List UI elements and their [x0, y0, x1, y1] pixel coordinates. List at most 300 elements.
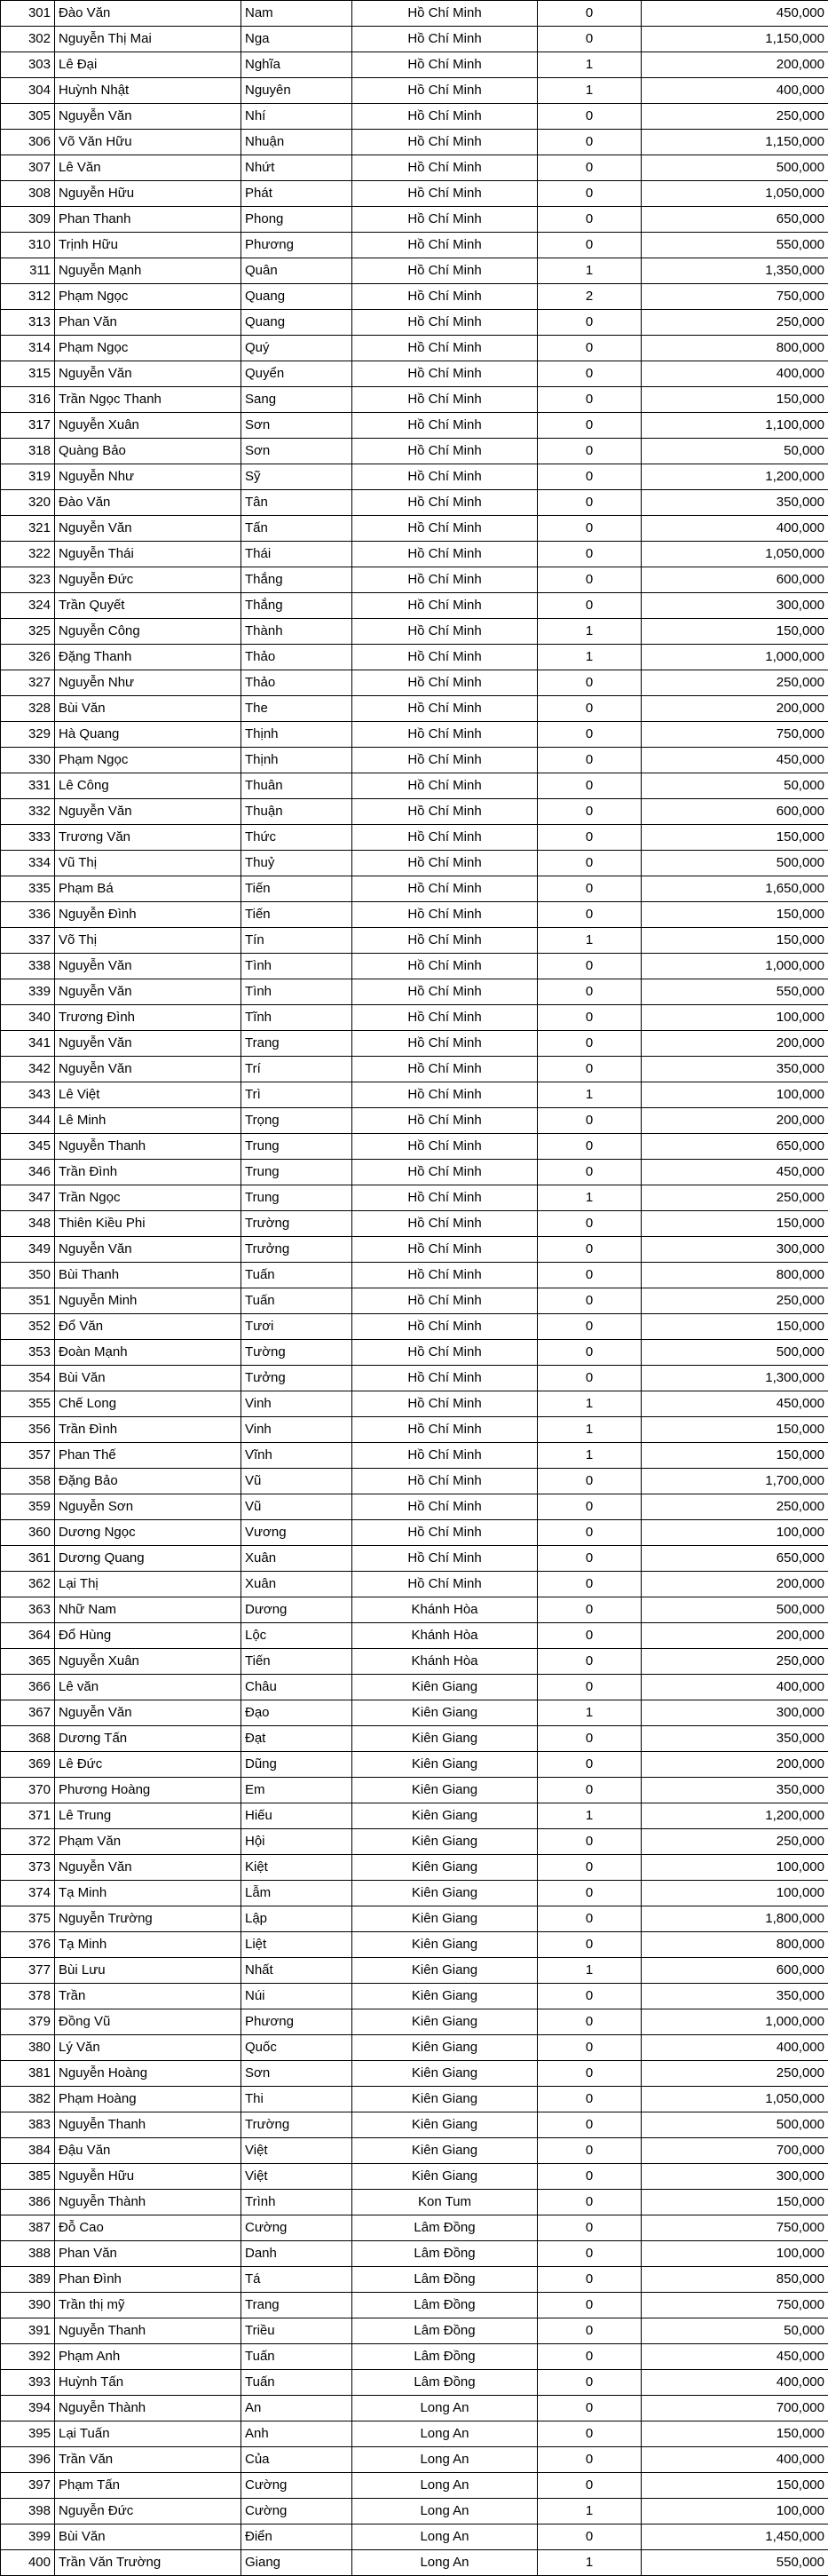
- province-cell[interactable]: Hồ Chí Minh: [352, 1469, 538, 1494]
- first-name-cell[interactable]: Thắng: [241, 593, 352, 619]
- count-cell[interactable]: 0: [538, 1546, 642, 1572]
- row-number-cell[interactable]: 340: [1, 1005, 55, 1031]
- province-cell[interactable]: Long An: [352, 2473, 538, 2499]
- last-name-cell[interactable]: Nguyễn Văn: [55, 979, 241, 1005]
- amount-cell[interactable]: 350,000: [642, 1778, 828, 1803]
- amount-cell[interactable]: 1,200,000: [642, 464, 828, 490]
- row-number-cell[interactable]: 319: [1, 464, 55, 490]
- province-cell[interactable]: Hồ Chí Minh: [352, 1546, 538, 1572]
- row-number-cell[interactable]: 341: [1, 1031, 55, 1057]
- row-number-cell[interactable]: 334: [1, 851, 55, 876]
- first-name-cell[interactable]: Tĩnh: [241, 1005, 352, 1031]
- province-cell[interactable]: Hồ Chí Minh: [352, 1160, 538, 1185]
- first-name-cell[interactable]: Dương: [241, 1597, 352, 1623]
- count-cell[interactable]: 0: [538, 876, 642, 902]
- last-name-cell[interactable]: Đỗ Cao: [55, 2215, 241, 2241]
- province-cell[interactable]: Hồ Chí Minh: [352, 233, 538, 258]
- last-name-cell[interactable]: Nguyễn Văn: [55, 954, 241, 979]
- count-cell[interactable]: 0: [538, 387, 642, 413]
- last-name-cell[interactable]: Nguyễn Thái: [55, 542, 241, 567]
- row-number-cell[interactable]: 375: [1, 1906, 55, 1932]
- province-cell[interactable]: Hồ Chí Minh: [352, 1572, 538, 1597]
- amount-cell[interactable]: 150,000: [642, 619, 828, 645]
- last-name-cell[interactable]: Hà Quang: [55, 722, 241, 748]
- count-cell[interactable]: 0: [538, 181, 642, 207]
- first-name-cell[interactable]: Giang: [241, 2550, 352, 2576]
- amount-cell[interactable]: 650,000: [642, 1546, 828, 1572]
- province-cell[interactable]: Hồ Chí Minh: [352, 1263, 538, 1288]
- amount-cell[interactable]: 500,000: [642, 1597, 828, 1623]
- row-number-cell[interactable]: 368: [1, 1726, 55, 1752]
- last-name-cell[interactable]: Nguyễn Như: [55, 464, 241, 490]
- row-number-cell[interactable]: 308: [1, 181, 55, 207]
- last-name-cell[interactable]: Nguyễn Thành: [55, 2396, 241, 2421]
- province-cell[interactable]: Lâm Đồng: [352, 2370, 538, 2396]
- row-number-cell[interactable]: 337: [1, 928, 55, 954]
- first-name-cell[interactable]: Phương: [241, 2009, 352, 2035]
- amount-cell[interactable]: 850,000: [642, 2267, 828, 2293]
- amount-cell[interactable]: 50,000: [642, 773, 828, 799]
- province-cell[interactable]: Hồ Chí Minh: [352, 748, 538, 773]
- last-name-cell[interactable]: Phạm Ngọc: [55, 336, 241, 361]
- first-name-cell[interactable]: Lộc: [241, 1623, 352, 1649]
- province-cell[interactable]: Hồ Chí Minh: [352, 1082, 538, 1108]
- province-cell[interactable]: Hồ Chí Minh: [352, 954, 538, 979]
- last-name-cell[interactable]: Đoàn Mạnh: [55, 1340, 241, 1366]
- last-name-cell[interactable]: Huỳnh Nhật: [55, 78, 241, 104]
- last-name-cell[interactable]: Nguyễn Đức: [55, 2499, 241, 2524]
- count-cell[interactable]: 0: [538, 1211, 642, 1237]
- last-name-cell[interactable]: Nguyễn Đình: [55, 902, 241, 928]
- first-name-cell[interactable]: Việt: [241, 2164, 352, 2190]
- amount-cell[interactable]: 1,050,000: [642, 2087, 828, 2112]
- amount-cell[interactable]: 800,000: [642, 1932, 828, 1958]
- row-number-cell[interactable]: 362: [1, 1572, 55, 1597]
- first-name-cell[interactable]: Tình: [241, 954, 352, 979]
- first-name-cell[interactable]: Sang: [241, 387, 352, 413]
- last-name-cell[interactable]: Lê Công: [55, 773, 241, 799]
- amount-cell[interactable]: 400,000: [642, 2035, 828, 2061]
- province-cell[interactable]: Lâm Đồng: [352, 2267, 538, 2293]
- amount-cell[interactable]: 1,800,000: [642, 1906, 828, 1932]
- row-number-cell[interactable]: 302: [1, 27, 55, 52]
- amount-cell[interactable]: 250,000: [642, 1288, 828, 1314]
- row-number-cell[interactable]: 380: [1, 2035, 55, 2061]
- count-cell[interactable]: 0: [538, 1520, 642, 1546]
- row-number-cell[interactable]: 397: [1, 2473, 55, 2499]
- count-cell[interactable]: 0: [538, 1366, 642, 1391]
- count-cell[interactable]: 1: [538, 645, 642, 670]
- last-name-cell[interactable]: Nguyễn Văn: [55, 1855, 241, 1881]
- count-cell[interactable]: 0: [538, 1031, 642, 1057]
- last-name-cell[interactable]: Nguyễn Đức: [55, 567, 241, 593]
- first-name-cell[interactable]: Thảo: [241, 670, 352, 696]
- count-cell[interactable]: 0: [538, 1906, 642, 1932]
- row-number-cell[interactable]: 366: [1, 1675, 55, 1700]
- last-name-cell[interactable]: Trần Ngọc Thanh: [55, 387, 241, 413]
- last-name-cell[interactable]: Dương Quang: [55, 1546, 241, 1572]
- first-name-cell[interactable]: Danh: [241, 2241, 352, 2267]
- amount-cell[interactable]: 650,000: [642, 207, 828, 233]
- amount-cell[interactable]: 1,000,000: [642, 954, 828, 979]
- row-number-cell[interactable]: 391: [1, 2318, 55, 2344]
- province-cell[interactable]: Lâm Đồng: [352, 2241, 538, 2267]
- province-cell[interactable]: Kiên Giang: [352, 1984, 538, 2009]
- amount-cell[interactable]: 350,000: [642, 1726, 828, 1752]
- row-number-cell[interactable]: 317: [1, 413, 55, 439]
- first-name-cell[interactable]: Thuân: [241, 773, 352, 799]
- count-cell[interactable]: 0: [538, 979, 642, 1005]
- first-name-cell[interactable]: Trình: [241, 2190, 352, 2215]
- first-name-cell[interactable]: Vương: [241, 1520, 352, 1546]
- count-cell[interactable]: 0: [538, 2035, 642, 2061]
- first-name-cell[interactable]: Trì: [241, 1082, 352, 1108]
- row-number-cell[interactable]: 399: [1, 2524, 55, 2550]
- count-cell[interactable]: 0: [538, 1881, 642, 1906]
- province-cell[interactable]: Hồ Chí Minh: [352, 1134, 538, 1160]
- province-cell[interactable]: Kiên Giang: [352, 2035, 538, 2061]
- count-cell[interactable]: 0: [538, 670, 642, 696]
- first-name-cell[interactable]: Tuấn: [241, 2344, 352, 2370]
- amount-cell[interactable]: 1,050,000: [642, 181, 828, 207]
- row-number-cell[interactable]: 377: [1, 1958, 55, 1984]
- province-cell[interactable]: Kiên Giang: [352, 1726, 538, 1752]
- province-cell[interactable]: Hồ Chí Minh: [352, 773, 538, 799]
- first-name-cell[interactable]: Vũ: [241, 1469, 352, 1494]
- province-cell[interactable]: Long An: [352, 2550, 538, 2576]
- province-cell[interactable]: Kiên Giang: [352, 1881, 538, 1906]
- count-cell[interactable]: 0: [538, 1675, 642, 1700]
- row-number-cell[interactable]: 324: [1, 593, 55, 619]
- province-cell[interactable]: Hồ Chí Minh: [352, 851, 538, 876]
- row-number-cell[interactable]: 351: [1, 1288, 55, 1314]
- province-cell[interactable]: Hồ Chí Minh: [352, 361, 538, 387]
- count-cell[interactable]: 0: [538, 1288, 642, 1314]
- province-cell[interactable]: Hồ Chí Minh: [352, 1288, 538, 1314]
- last-name-cell[interactable]: Phạm Văn: [55, 1829, 241, 1855]
- last-name-cell[interactable]: Nguyễn Thanh: [55, 1134, 241, 1160]
- first-name-cell[interactable]: Trung: [241, 1160, 352, 1185]
- row-number-cell[interactable]: 355: [1, 1391, 55, 1417]
- count-cell[interactable]: 0: [538, 1778, 642, 1803]
- last-name-cell[interactable]: Tạ Minh: [55, 1932, 241, 1958]
- province-cell[interactable]: Hồ Chí Minh: [352, 1520, 538, 1546]
- row-number-cell[interactable]: 352: [1, 1314, 55, 1340]
- province-cell[interactable]: Hồ Chí Minh: [352, 52, 538, 78]
- count-cell[interactable]: 0: [538, 748, 642, 773]
- amount-cell[interactable]: 1,700,000: [642, 1469, 828, 1494]
- count-cell[interactable]: 0: [538, 104, 642, 130]
- province-cell[interactable]: Long An: [352, 2499, 538, 2524]
- last-name-cell[interactable]: Nguyễn Sơn: [55, 1494, 241, 1520]
- row-number-cell[interactable]: 316: [1, 387, 55, 413]
- first-name-cell[interactable]: Trí: [241, 1057, 352, 1082]
- row-number-cell[interactable]: 385: [1, 2164, 55, 2190]
- last-name-cell[interactable]: Lê Minh: [55, 1108, 241, 1134]
- first-name-cell[interactable]: Tường: [241, 1340, 352, 1366]
- province-cell[interactable]: Hồ Chí Minh: [352, 439, 538, 464]
- amount-cell[interactable]: 250,000: [642, 1829, 828, 1855]
- last-name-cell[interactable]: Trần Quyết: [55, 593, 241, 619]
- province-cell[interactable]: Hồ Chí Minh: [352, 27, 538, 52]
- province-cell[interactable]: Hồ Chí Minh: [352, 181, 538, 207]
- row-number-cell[interactable]: 361: [1, 1546, 55, 1572]
- row-number-cell[interactable]: 330: [1, 748, 55, 773]
- row-number-cell[interactable]: 359: [1, 1494, 55, 1520]
- first-name-cell[interactable]: Vinh: [241, 1417, 352, 1443]
- row-number-cell[interactable]: 338: [1, 954, 55, 979]
- last-name-cell[interactable]: Quàng Bảo: [55, 439, 241, 464]
- first-name-cell[interactable]: Nam: [241, 1, 352, 27]
- first-name-cell[interactable]: Trang: [241, 1031, 352, 1057]
- province-cell[interactable]: Hồ Chí Minh: [352, 979, 538, 1005]
- count-cell[interactable]: 0: [538, 1, 642, 27]
- province-cell[interactable]: Hồ Chí Minh: [352, 1108, 538, 1134]
- first-name-cell[interactable]: Nghĩa: [241, 52, 352, 78]
- amount-cell[interactable]: 150,000: [642, 387, 828, 413]
- row-number-cell[interactable]: 326: [1, 645, 55, 670]
- amount-cell[interactable]: 300,000: [642, 1237, 828, 1263]
- province-cell[interactable]: Hồ Chí Minh: [352, 1443, 538, 1469]
- first-name-cell[interactable]: Tình: [241, 979, 352, 1005]
- count-cell[interactable]: 1: [538, 1417, 642, 1443]
- first-name-cell[interactable]: Thái: [241, 542, 352, 567]
- last-name-cell[interactable]: Lê Văn: [55, 155, 241, 181]
- province-cell[interactable]: Hồ Chí Minh: [352, 825, 538, 851]
- count-cell[interactable]: 0: [538, 2164, 642, 2190]
- first-name-cell[interactable]: Lập: [241, 1906, 352, 1932]
- first-name-cell[interactable]: Thịnh: [241, 748, 352, 773]
- first-name-cell[interactable]: Nga: [241, 27, 352, 52]
- amount-cell[interactable]: 1,450,000: [642, 2524, 828, 2550]
- last-name-cell[interactable]: Lê Việt: [55, 1082, 241, 1108]
- first-name-cell[interactable]: Anh: [241, 2421, 352, 2447]
- count-cell[interactable]: 1: [538, 1185, 642, 1211]
- count-cell[interactable]: 0: [538, 722, 642, 748]
- amount-cell[interactable]: 150,000: [642, 928, 828, 954]
- first-name-cell[interactable]: Hội: [241, 1829, 352, 1855]
- last-name-cell[interactable]: Trương Văn: [55, 825, 241, 851]
- row-number-cell[interactable]: 301: [1, 1, 55, 27]
- amount-cell[interactable]: 350,000: [642, 1057, 828, 1082]
- amount-cell[interactable]: 400,000: [642, 1675, 828, 1700]
- province-cell[interactable]: Hồ Chí Minh: [352, 1494, 538, 1520]
- count-cell[interactable]: 0: [538, 2293, 642, 2318]
- row-number-cell[interactable]: 381: [1, 2061, 55, 2087]
- row-number-cell[interactable]: 329: [1, 722, 55, 748]
- count-cell[interactable]: 0: [538, 542, 642, 567]
- amount-cell[interactable]: 200,000: [642, 1623, 828, 1649]
- first-name-cell[interactable]: Sỹ: [241, 464, 352, 490]
- province-cell[interactable]: Hồ Chí Minh: [352, 876, 538, 902]
- row-number-cell[interactable]: 387: [1, 2215, 55, 2241]
- row-number-cell[interactable]: 335: [1, 876, 55, 902]
- last-name-cell[interactable]: Huỳnh Tấn: [55, 2370, 241, 2396]
- last-name-cell[interactable]: Lê Trung: [55, 1803, 241, 1829]
- first-name-cell[interactable]: Nhất: [241, 1958, 352, 1984]
- row-number-cell[interactable]: 328: [1, 696, 55, 722]
- last-name-cell[interactable]: Nguyễn Hoàng: [55, 2061, 241, 2087]
- count-cell[interactable]: 0: [538, 439, 642, 464]
- count-cell[interactable]: 0: [538, 464, 642, 490]
- first-name-cell[interactable]: Của: [241, 2447, 352, 2473]
- amount-cell[interactable]: 400,000: [642, 2447, 828, 2473]
- amount-cell[interactable]: 100,000: [642, 1855, 828, 1881]
- row-number-cell[interactable]: 345: [1, 1134, 55, 1160]
- first-name-cell[interactable]: Trọng: [241, 1108, 352, 1134]
- last-name-cell[interactable]: Phan Văn: [55, 310, 241, 336]
- count-cell[interactable]: 0: [538, 2396, 642, 2421]
- province-cell[interactable]: Kiên Giang: [352, 1958, 538, 1984]
- count-cell[interactable]: 0: [538, 336, 642, 361]
- count-cell[interactable]: 0: [538, 1572, 642, 1597]
- last-name-cell[interactable]: Phạm Hoàng: [55, 2087, 241, 2112]
- last-name-cell[interactable]: Nguyễn Minh: [55, 1288, 241, 1314]
- first-name-cell[interactable]: Tân: [241, 490, 352, 516]
- row-number-cell[interactable]: 396: [1, 2447, 55, 2473]
- count-cell[interactable]: 0: [538, 2524, 642, 2550]
- count-cell[interactable]: 1: [538, 2499, 642, 2524]
- province-cell[interactable]: Kiên Giang: [352, 2164, 538, 2190]
- amount-cell[interactable]: 350,000: [642, 490, 828, 516]
- last-name-cell[interactable]: Nguyễn Văn: [55, 1031, 241, 1057]
- first-name-cell[interactable]: Dũng: [241, 1752, 352, 1778]
- row-number-cell[interactable]: 336: [1, 902, 55, 928]
- last-name-cell[interactable]: Nguyễn Thanh: [55, 2318, 241, 2344]
- first-name-cell[interactable]: Đạt: [241, 1726, 352, 1752]
- row-number-cell[interactable]: 353: [1, 1340, 55, 1366]
- first-name-cell[interactable]: Nhuận: [241, 130, 352, 155]
- first-name-cell[interactable]: Em: [241, 1778, 352, 1803]
- first-name-cell[interactable]: Lẫm: [241, 1881, 352, 1906]
- row-number-cell[interactable]: 344: [1, 1108, 55, 1134]
- first-name-cell[interactable]: Thuận: [241, 799, 352, 825]
- first-name-cell[interactable]: Trung: [241, 1134, 352, 1160]
- count-cell[interactable]: 0: [538, 2447, 642, 2473]
- amount-cell[interactable]: 100,000: [642, 2499, 828, 2524]
- last-name-cell[interactable]: Nguyễn Văn: [55, 104, 241, 130]
- count-cell[interactable]: 0: [538, 1314, 642, 1340]
- province-cell[interactable]: Hồ Chí Minh: [352, 284, 538, 310]
- province-cell[interactable]: Kon Tum: [352, 2190, 538, 2215]
- row-number-cell[interactable]: 323: [1, 567, 55, 593]
- first-name-cell[interactable]: Triều: [241, 2318, 352, 2344]
- row-number-cell[interactable]: 386: [1, 2190, 55, 2215]
- amount-cell[interactable]: 1,150,000: [642, 130, 828, 155]
- row-number-cell[interactable]: 373: [1, 1855, 55, 1881]
- amount-cell[interactable]: 400,000: [642, 78, 828, 104]
- amount-cell[interactable]: 1,000,000: [642, 645, 828, 670]
- amount-cell[interactable]: 550,000: [642, 233, 828, 258]
- first-name-cell[interactable]: Thi: [241, 2087, 352, 2112]
- first-name-cell[interactable]: Thắng: [241, 567, 352, 593]
- amount-cell[interactable]: 50,000: [642, 439, 828, 464]
- province-cell[interactable]: Hồ Chí Minh: [352, 1237, 538, 1263]
- row-number-cell[interactable]: 395: [1, 2421, 55, 2447]
- first-name-cell[interactable]: Quyển: [241, 361, 352, 387]
- first-name-cell[interactable]: Tiến: [241, 902, 352, 928]
- amount-cell[interactable]: 1,200,000: [642, 1803, 828, 1829]
- row-number-cell[interactable]: 331: [1, 773, 55, 799]
- province-cell[interactable]: Hồ Chí Minh: [352, 902, 538, 928]
- row-number-cell[interactable]: 374: [1, 1881, 55, 1906]
- last-name-cell[interactable]: Nguyễn Thị Mai: [55, 27, 241, 52]
- amount-cell[interactable]: 800,000: [642, 336, 828, 361]
- last-name-cell[interactable]: Dương Tấn: [55, 1726, 241, 1752]
- province-cell[interactable]: Hồ Chí Minh: [352, 722, 538, 748]
- row-number-cell[interactable]: 398: [1, 2499, 55, 2524]
- last-name-cell[interactable]: Phan Thế: [55, 1443, 241, 1469]
- row-number-cell[interactable]: 315: [1, 361, 55, 387]
- amount-cell[interactable]: 200,000: [642, 696, 828, 722]
- first-name-cell[interactable]: Vũ: [241, 1494, 352, 1520]
- province-cell[interactable]: Khánh Hòa: [352, 1649, 538, 1675]
- amount-cell[interactable]: 700,000: [642, 2138, 828, 2164]
- amount-cell[interactable]: 200,000: [642, 1752, 828, 1778]
- province-cell[interactable]: Hồ Chí Minh: [352, 1340, 538, 1366]
- amount-cell[interactable]: 750,000: [642, 722, 828, 748]
- province-cell[interactable]: Hồ Chí Minh: [352, 619, 538, 645]
- last-name-cell[interactable]: Bùi Văn: [55, 1366, 241, 1391]
- province-cell[interactable]: Lâm Đồng: [352, 2318, 538, 2344]
- amount-cell[interactable]: 100,000: [642, 1881, 828, 1906]
- province-cell[interactable]: Khánh Hòa: [352, 1623, 538, 1649]
- row-number-cell[interactable]: 303: [1, 52, 55, 78]
- row-number-cell[interactable]: 339: [1, 979, 55, 1005]
- count-cell[interactable]: 1: [538, 619, 642, 645]
- row-number-cell[interactable]: 310: [1, 233, 55, 258]
- count-cell[interactable]: 0: [538, 825, 642, 851]
- amount-cell[interactable]: 150,000: [642, 1443, 828, 1469]
- first-name-cell[interactable]: Sơn: [241, 413, 352, 439]
- amount-cell[interactable]: 250,000: [642, 1185, 828, 1211]
- first-name-cell[interactable]: Xuân: [241, 1572, 352, 1597]
- row-number-cell[interactable]: 354: [1, 1366, 55, 1391]
- province-cell[interactable]: Hồ Chí Minh: [352, 645, 538, 670]
- count-cell[interactable]: 0: [538, 130, 642, 155]
- last-name-cell[interactable]: Nguyễn Văn: [55, 799, 241, 825]
- amount-cell[interactable]: 550,000: [642, 979, 828, 1005]
- first-name-cell[interactable]: Thịnh: [241, 722, 352, 748]
- count-cell[interactable]: 1: [538, 1700, 642, 1726]
- count-cell[interactable]: 0: [538, 310, 642, 336]
- last-name-cell[interactable]: Dương Ngọc: [55, 1520, 241, 1546]
- last-name-cell[interactable]: Nguyễn Xuân: [55, 1649, 241, 1675]
- count-cell[interactable]: 1: [538, 1803, 642, 1829]
- row-number-cell[interactable]: 348: [1, 1211, 55, 1237]
- row-number-cell[interactable]: 393: [1, 2370, 55, 2396]
- province-cell[interactable]: Hồ Chí Minh: [352, 1057, 538, 1082]
- amount-cell[interactable]: 100,000: [642, 1005, 828, 1031]
- last-name-cell[interactable]: Đặng Thanh: [55, 645, 241, 670]
- amount-cell[interactable]: 150,000: [642, 2473, 828, 2499]
- first-name-cell[interactable]: Phong: [241, 207, 352, 233]
- amount-cell[interactable]: 150,000: [642, 1211, 828, 1237]
- last-name-cell[interactable]: Phạm Bá: [55, 876, 241, 902]
- row-number-cell[interactable]: 370: [1, 1778, 55, 1803]
- province-cell[interactable]: Lâm Đồng: [352, 2344, 538, 2370]
- province-cell[interactable]: Hồ Chí Minh: [352, 336, 538, 361]
- first-name-cell[interactable]: Cường: [241, 2473, 352, 2499]
- amount-cell[interactable]: 600,000: [642, 799, 828, 825]
- amount-cell[interactable]: 1,050,000: [642, 542, 828, 567]
- count-cell[interactable]: 0: [538, 155, 642, 181]
- first-name-cell[interactable]: Quang: [241, 284, 352, 310]
- last-name-cell[interactable]: Nguyễn Văn: [55, 1700, 241, 1726]
- province-cell[interactable]: Khánh Hòa: [352, 1597, 538, 1623]
- province-cell[interactable]: Hồ Chí Minh: [352, 78, 538, 104]
- last-name-cell[interactable]: Trần Văn Trường: [55, 2550, 241, 2576]
